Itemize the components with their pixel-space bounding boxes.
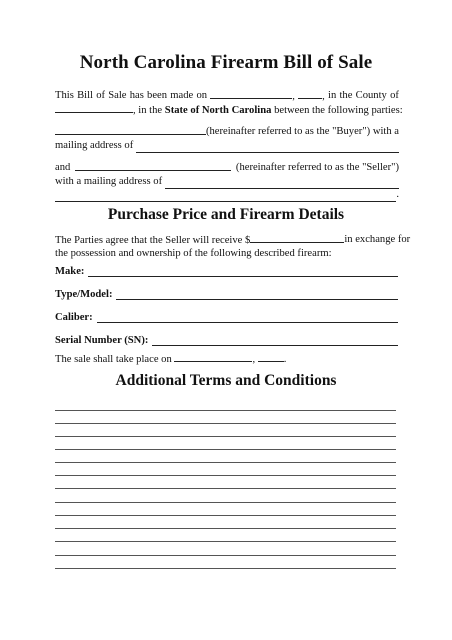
terms-rule[interactable] xyxy=(55,555,396,556)
buyer-line-1 xyxy=(55,125,399,139)
intro-word: Bill xyxy=(77,90,93,101)
intro-word: on xyxy=(196,90,208,101)
sale-date-line: The sale shall take place on , . xyxy=(55,354,287,365)
intro-word: made xyxy=(170,90,194,101)
intro-word: of xyxy=(390,90,399,101)
seller-text: (hereinafter referred to as the "Seller") xyxy=(235,162,399,173)
buyer-text: (hereinafter referred to as the "Buyer") with a xyxy=(205,126,399,137)
terms-rule[interactable] xyxy=(55,410,396,411)
price-line-2: the possession and ownership of the following described firearm: xyxy=(55,248,332,259)
terms-rule[interactable] xyxy=(55,475,396,476)
state-name: State of North Carolina xyxy=(164,105,272,116)
type-model-input[interactable] xyxy=(116,289,398,300)
intro-word: This xyxy=(55,90,74,101)
seller-line-2 xyxy=(55,175,399,189)
terms-rule[interactable] xyxy=(55,528,396,529)
date-blank[interactable]: , xyxy=(210,89,295,104)
intro-word: of xyxy=(96,90,106,101)
intro-line-1 xyxy=(55,89,399,104)
caliber-label: Caliber: xyxy=(55,312,93,323)
section-heading-terms: Additional Terms and Conditions xyxy=(115,372,337,389)
year-blank[interactable]: , xyxy=(298,89,325,104)
document-title: North Carolina Firearm Bill of Sale xyxy=(79,52,373,73)
seller-address-label: with a mailing address of xyxy=(55,176,163,187)
seller-line-1 xyxy=(55,161,399,175)
terms-rule[interactable] xyxy=(55,488,396,489)
make-label: Make: xyxy=(55,266,85,277)
buyer-line-2 xyxy=(55,139,399,153)
buyer-address-label: mailing address of xyxy=(55,140,134,151)
price-line-1: The Parties agree that the Seller will receive $ in exchange for xyxy=(55,234,411,246)
sale-date-blank[interactable] xyxy=(174,352,252,362)
terms-rule[interactable] xyxy=(55,502,396,503)
buyer-address-blank[interactable] xyxy=(136,143,399,153)
seller-line-3: . xyxy=(55,188,399,202)
intro-word: in xyxy=(328,90,337,101)
caliber-field xyxy=(55,312,398,323)
serial-input[interactable] xyxy=(152,335,398,346)
make-field xyxy=(55,266,398,277)
seller-name-blank[interactable] xyxy=(75,161,231,171)
intro-word: been xyxy=(147,90,168,101)
terms-rule[interactable] xyxy=(55,423,396,424)
terms-rule[interactable] xyxy=(55,515,396,516)
serial-field xyxy=(55,335,398,346)
county-blank[interactable] xyxy=(55,103,133,113)
price-blank[interactable] xyxy=(250,233,344,243)
intro-line-2: , in the State of North Carolina between the following parties: xyxy=(55,103,399,118)
intro-word: County xyxy=(355,90,387,101)
intro-word: the xyxy=(339,90,353,101)
terms-rule[interactable] xyxy=(55,462,396,463)
type-model-field xyxy=(55,289,398,300)
intro-word: Sale xyxy=(108,90,127,101)
section-heading-price: Purchase Price and Firearm Details xyxy=(107,206,345,223)
caliber-input[interactable] xyxy=(97,312,398,323)
seller-address-blank-2[interactable] xyxy=(55,192,396,202)
sale-year-blank[interactable] xyxy=(258,352,284,362)
seller-and: and xyxy=(55,162,71,173)
terms-rule[interactable] xyxy=(55,568,396,569)
terms-rule[interactable] xyxy=(55,449,396,450)
terms-rule[interactable] xyxy=(55,436,396,437)
terms-rule[interactable] xyxy=(55,541,396,542)
buyer-name-blank[interactable] xyxy=(55,125,206,135)
serial-label: Serial Number (SN): xyxy=(55,335,149,346)
intro-word: has xyxy=(129,90,144,101)
type-model-label: Type/Model: xyxy=(55,289,113,300)
make-input[interactable] xyxy=(88,266,398,277)
